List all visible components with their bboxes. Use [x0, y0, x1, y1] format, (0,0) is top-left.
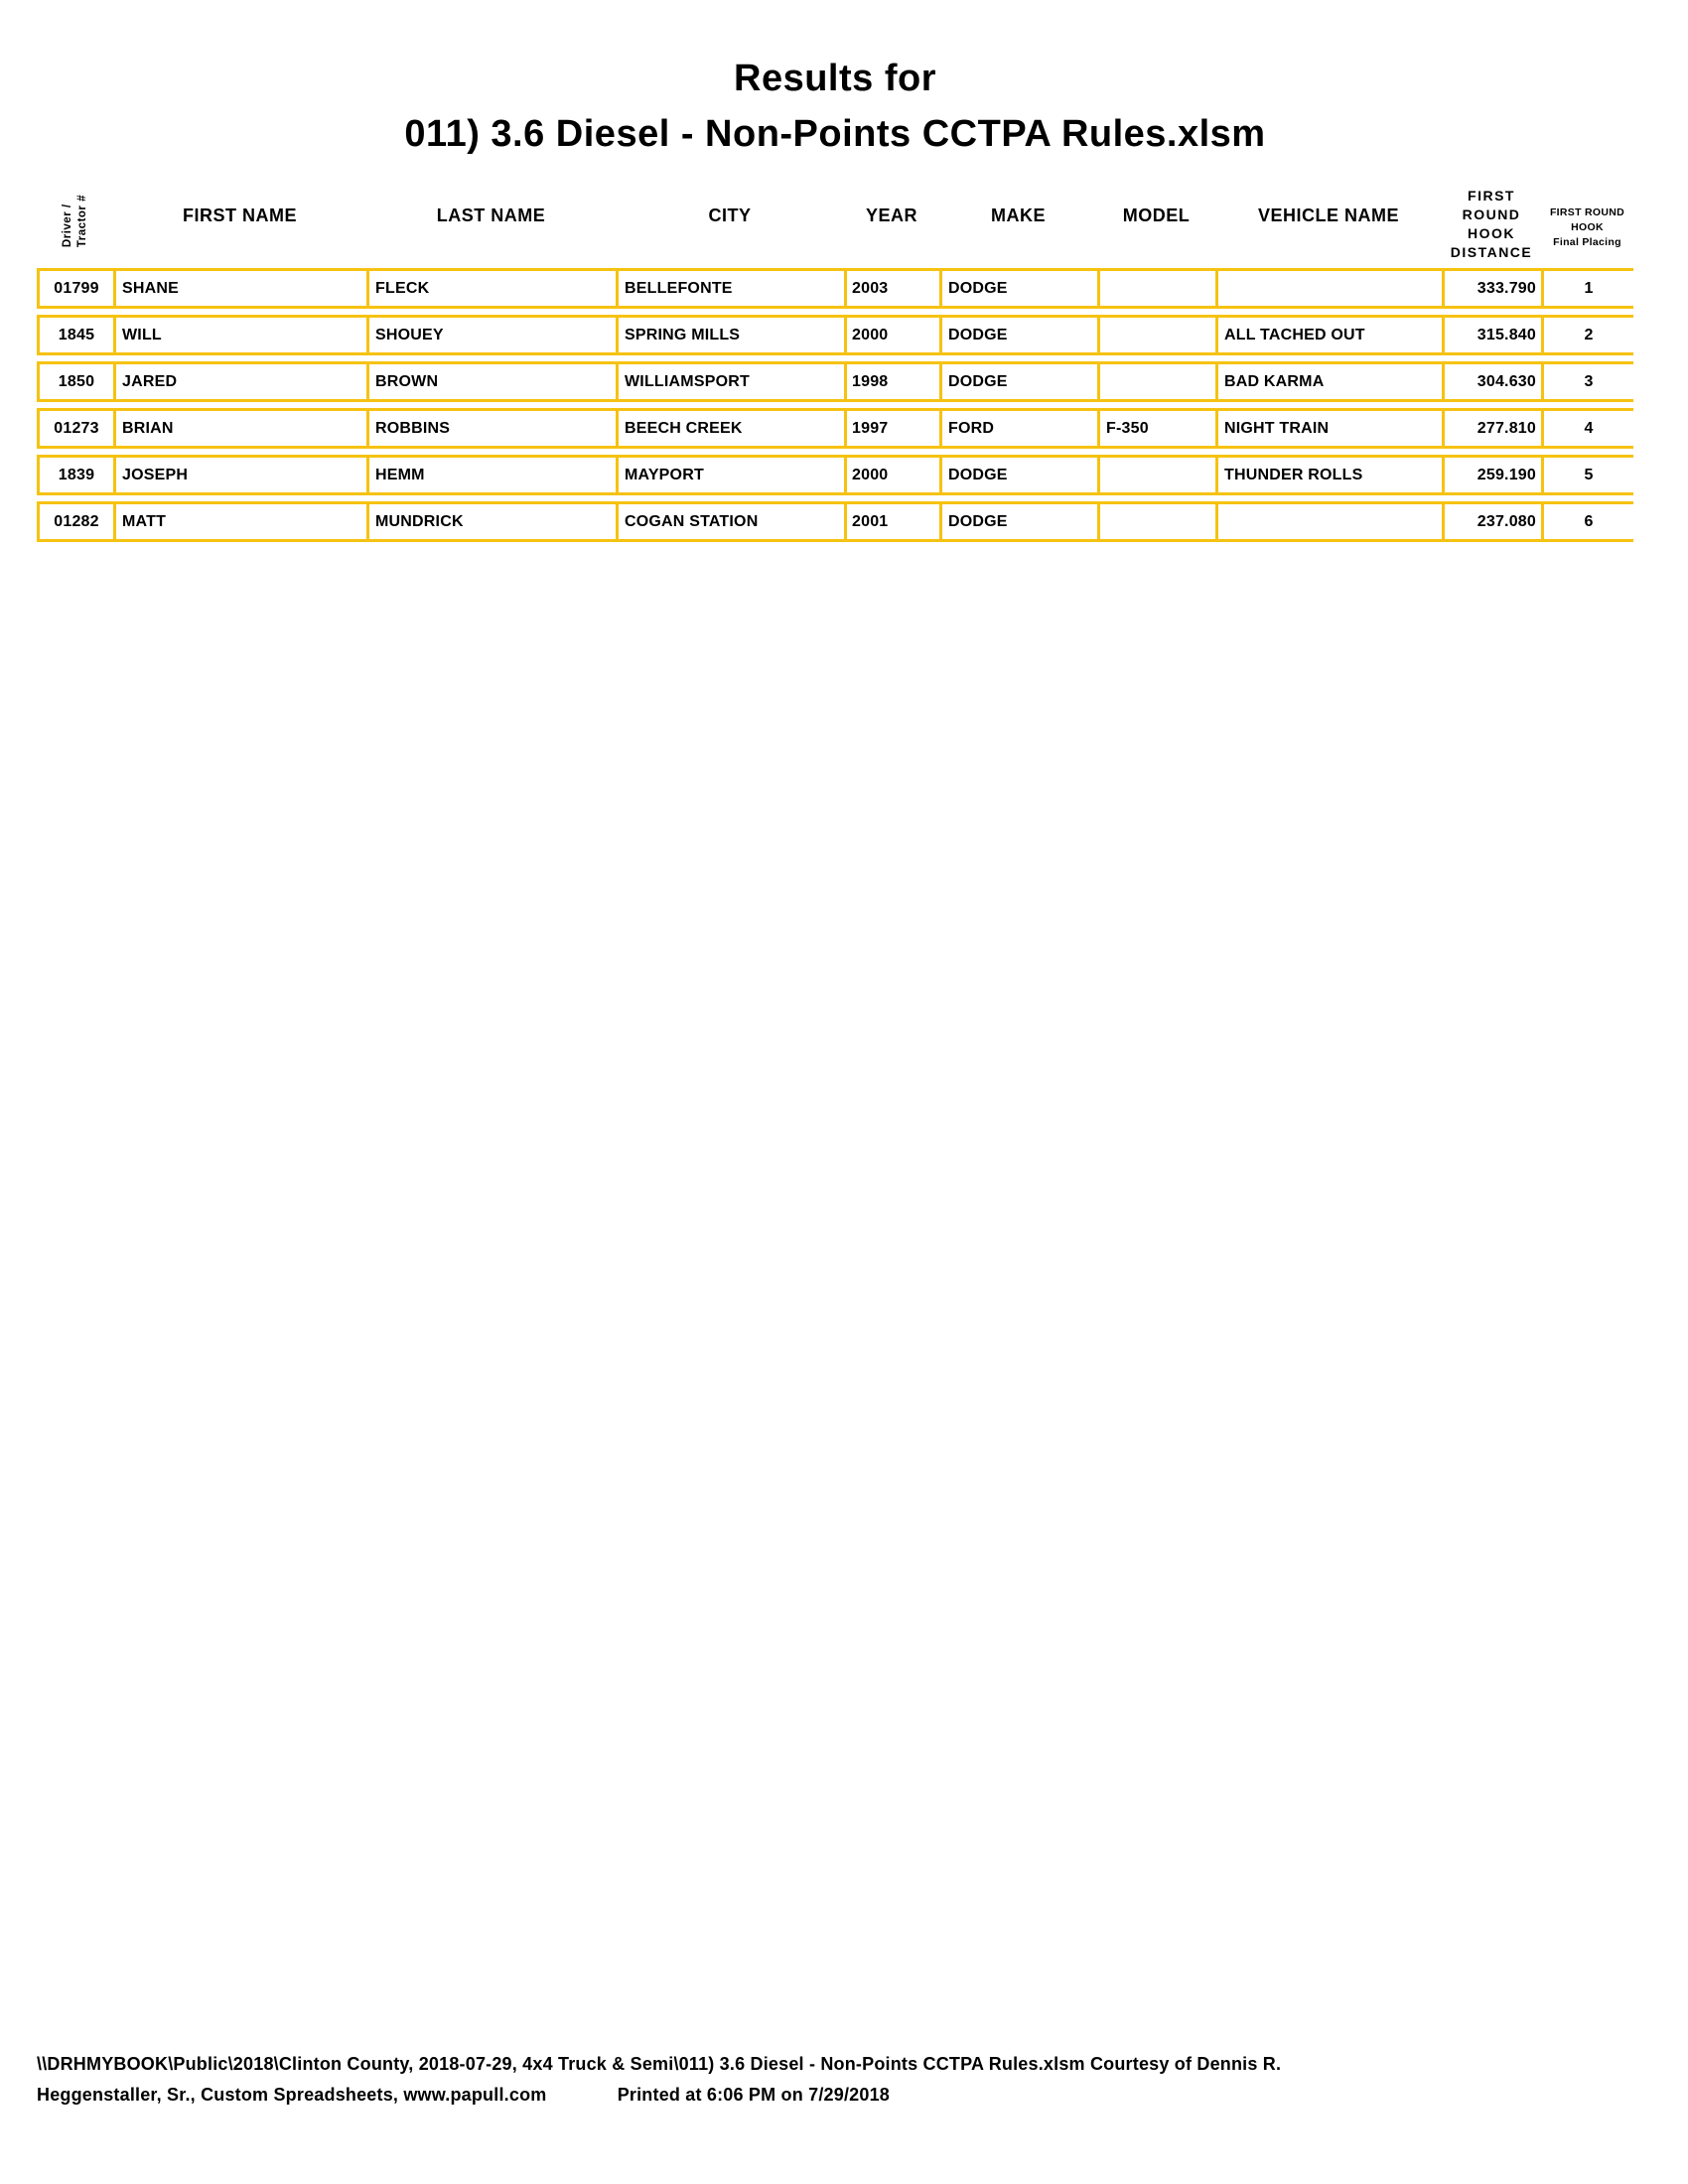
header-row	[37, 187, 1633, 262]
column-header-vehicle-name: VEHICLE NAME	[1257, 205, 1399, 225]
cell-first-name: SHANE	[113, 268, 366, 309]
cell-make: DODGE	[939, 455, 1097, 495]
cell-city: COGAN STATION	[616, 501, 844, 542]
cell-make: DODGE	[939, 315, 1097, 355]
table-row	[37, 361, 1633, 402]
column-header-city: CITY	[708, 205, 752, 225]
table-row	[37, 455, 1633, 495]
cell-driver-number: 1839	[37, 455, 113, 495]
column-header-first-round-hook-final-placing: FIRST ROUND HOOK Final Placing	[1549, 206, 1625, 248]
cell-last-name: MUNDRICK	[366, 501, 616, 542]
cell-model	[1097, 501, 1215, 542]
table-row	[37, 501, 1633, 542]
cell-last-name: ROBBINS	[366, 408, 616, 449]
footer-credit-line	[37, 2080, 1645, 2111]
report-content	[37, 0, 1633, 548]
cell-first-name: BRIAN	[113, 408, 366, 449]
cell-driver-number: 1845	[37, 315, 113, 355]
cell-driver-number: 01273	[37, 408, 113, 449]
cell-year: 2000	[844, 315, 939, 355]
cell-final-placing: 2	[1541, 315, 1633, 355]
cell-city: BEECH CREEK	[616, 408, 844, 449]
cell-driver-number: 1850	[37, 361, 113, 402]
column-header-last-name: LAST NAME	[436, 205, 546, 225]
cell-hook-distance: 237.080	[1442, 501, 1541, 542]
cell-final-placing: 3	[1541, 361, 1633, 402]
cell-vehicle-name: ALL TACHED OUT	[1215, 315, 1442, 355]
cell-vehicle-name: NIGHT TRAIN	[1215, 408, 1442, 449]
cell-first-name: JARED	[113, 361, 366, 402]
column-header-first-name: FIRST NAME	[183, 205, 297, 225]
cell-year: 2003	[844, 268, 939, 309]
cell-city: SPRING MILLS	[616, 315, 844, 355]
cell-last-name: FLECK	[366, 268, 616, 309]
footer-file-path: \\DRHMYBOOK\Public\2018\Clinton County, 2018-07-29, 4x4 Truck & Semi\011) 3.6 Diesel - Non-Points CCTPA Rules.xlsm Courtesy of Dennis R.	[37, 2054, 1282, 2074]
cell-hook-distance: 277.810	[1442, 408, 1541, 449]
cell-year: 2001	[844, 501, 939, 542]
cell-year: 1997	[844, 408, 939, 449]
cell-driver-number: 01799	[37, 268, 113, 309]
cell-hook-distance: 304.630	[1442, 361, 1541, 402]
report-title-block	[37, 0, 1633, 157]
cell-hook-distance: 315.840	[1442, 315, 1541, 355]
cell-first-name: WILL	[113, 315, 366, 355]
cell-model: F-350	[1097, 408, 1215, 449]
results-table	[37, 181, 1633, 548]
cell-hook-distance: 333.790	[1442, 268, 1541, 309]
cell-year: 2000	[844, 455, 939, 495]
cell-model	[1097, 455, 1215, 495]
cell-final-placing: 6	[1541, 501, 1633, 542]
cell-last-name: SHOUEY	[366, 315, 616, 355]
cell-hook-distance: 259.190	[1442, 455, 1541, 495]
cell-model	[1097, 361, 1215, 402]
column-header-driver-tractor-number	[37, 187, 113, 262]
column-header-first-round-hook-distance: FIRST ROUND HOOK DISTANCE	[1450, 188, 1533, 260]
cell-driver-number: 01282	[37, 501, 113, 542]
cell-make: FORD	[939, 408, 1097, 449]
cell-vehicle-name	[1215, 501, 1442, 542]
cell-final-placing: 4	[1541, 408, 1633, 449]
cell-model	[1097, 268, 1215, 309]
column-header-year: YEAR	[865, 205, 917, 225]
column-header-make: MAKE	[991, 205, 1046, 225]
cell-make: DODGE	[939, 501, 1097, 542]
driver-tractor-vertical-label: Driver / Tractor #	[61, 194, 88, 247]
cell-first-name: MATT	[113, 501, 366, 542]
cell-final-placing: 1	[1541, 268, 1633, 309]
cell-vehicle-name: THUNDER ROLLS	[1215, 455, 1442, 495]
page-title: Results for	[734, 58, 936, 99]
table-row	[37, 408, 1633, 449]
cell-year: 1998	[844, 361, 939, 402]
column-header-model: MODEL	[1122, 205, 1191, 225]
cell-vehicle-name: BAD KARMA	[1215, 361, 1442, 402]
cell-city: WILLIAMSPORT	[616, 361, 844, 402]
report-footer	[37, 2049, 1645, 2111]
table-row	[37, 268, 1633, 309]
cell-last-name: HEMM	[366, 455, 616, 495]
cell-make: DODGE	[939, 268, 1097, 309]
cell-make: DODGE	[939, 361, 1097, 402]
cell-final-placing: 5	[1541, 455, 1633, 495]
cell-model	[1097, 315, 1215, 355]
table-row	[37, 315, 1633, 355]
cell-city: BELLEFONTE	[616, 268, 844, 309]
cell-first-name: JOSEPH	[113, 455, 366, 495]
cell-city: MAYPORT	[616, 455, 844, 495]
cell-last-name: BROWN	[366, 361, 616, 402]
printed-timestamp: Printed at 6:06 PM on 7/29/2018	[617, 2085, 890, 2105]
footer-credit-text: Heggenstaller, Sr., Custom Spreadsheets, www.papull.com	[37, 2085, 547, 2105]
report-filename-title: 011) 3.6 Diesel - Non-Points CCTPA Rules.xlsm	[404, 113, 1266, 155]
cell-vehicle-name	[1215, 268, 1442, 309]
